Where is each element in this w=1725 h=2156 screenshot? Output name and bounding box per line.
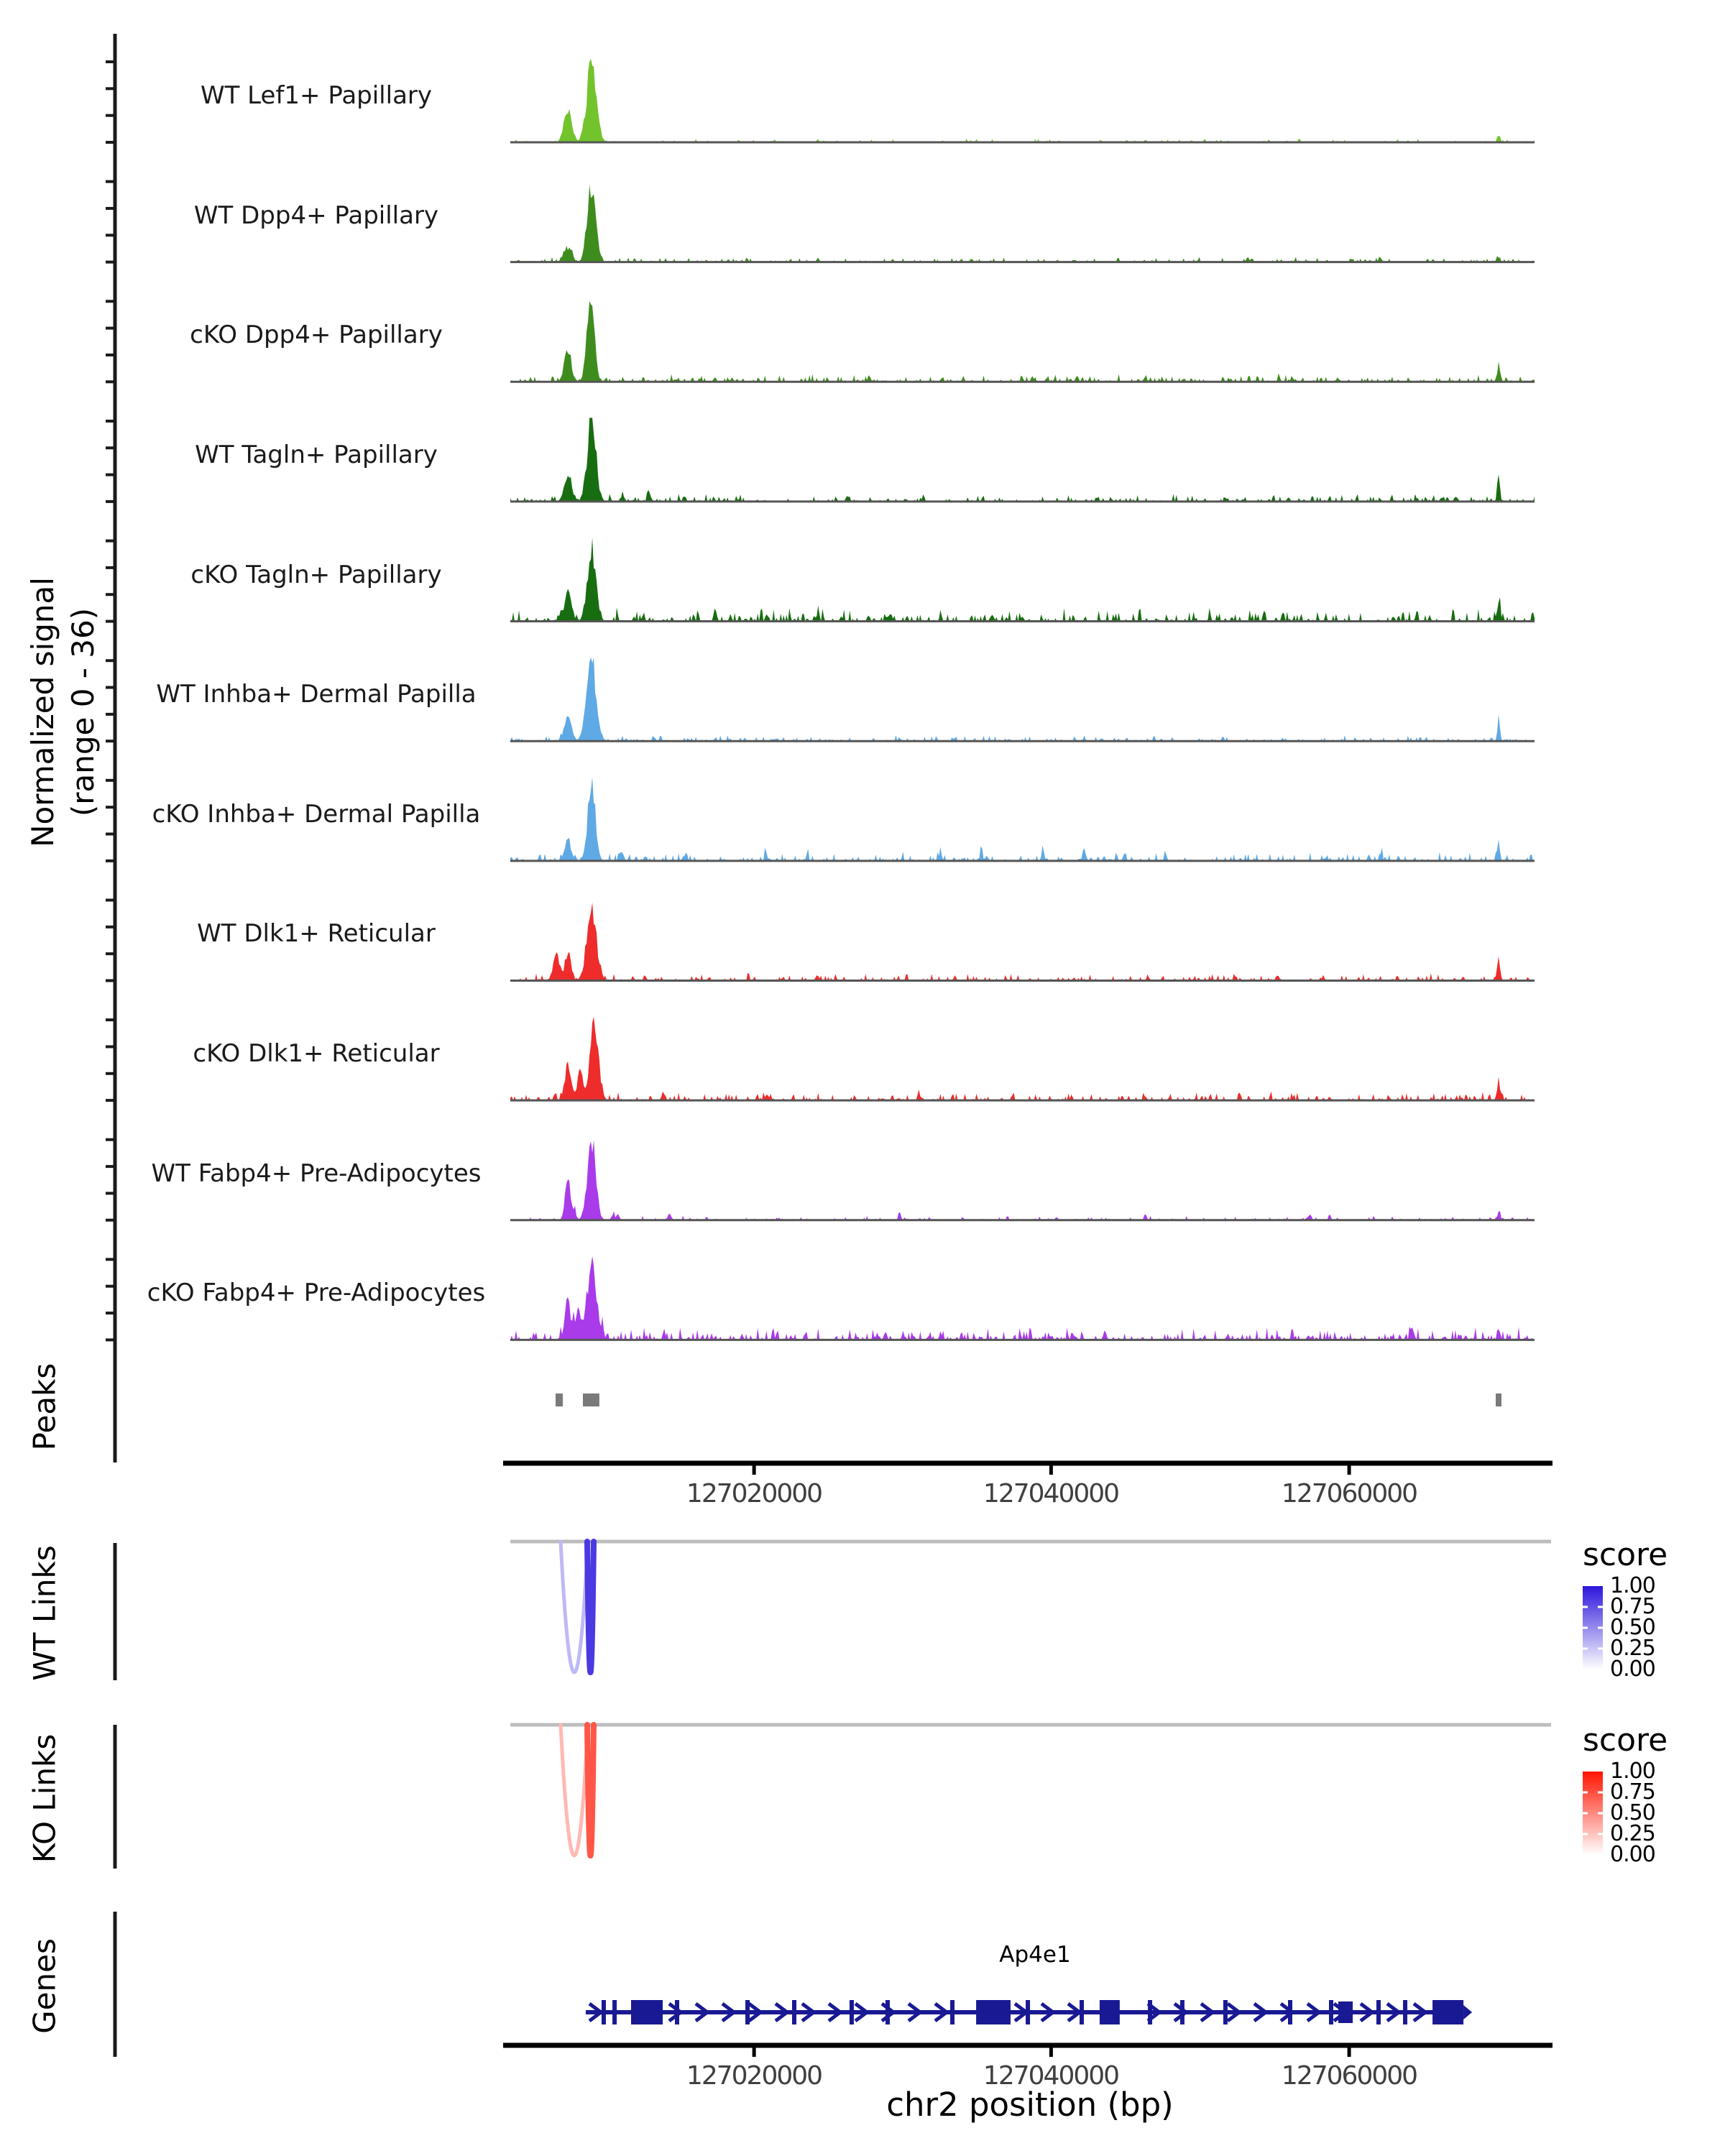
genomic-tick-label: 127060000: [1281, 1479, 1417, 1508]
exon-large: [631, 2000, 663, 2024]
legend-notch: [1598, 1627, 1603, 1629]
legend-notch: [1583, 1833, 1588, 1835]
exon-tick: [1223, 2000, 1228, 2024]
coverage-area-7: [510, 903, 1535, 981]
genomic-tick-label: 127040000: [983, 1479, 1119, 1508]
coverage-area-9: [510, 1140, 1535, 1220]
track-label-6: cKO Inhba+ Dermal Papilla: [152, 800, 481, 829]
exon-tick: [850, 2000, 854, 2024]
exon-tick: [612, 2000, 617, 2024]
exon-tick: [675, 2000, 679, 2024]
track-label-4: cKO Tagln+ Papillary: [190, 561, 442, 589]
y-axis-label: [23, 497, 104, 928]
genomic-tick-label: 127060000: [1281, 2061, 1417, 2091]
wt-links-score-legend-title: score: [1583, 1537, 1668, 1573]
genomic-tick-label: 127020000: [686, 2061, 822, 2091]
score-legend-label: 1.00: [1610, 1759, 1655, 1784]
legend-notch: [1583, 1792, 1588, 1794]
coverage-area-10: [510, 1256, 1535, 1340]
exon-tick: [1329, 2000, 1333, 2024]
exon-tick: [1080, 2000, 1084, 2024]
exon-large: [1100, 2000, 1120, 2024]
genomic-tick-label: 127040000: [983, 2061, 1119, 2091]
coverage-area-6: [510, 777, 1535, 860]
legend-notch: [1598, 1792, 1603, 1794]
wt-links-track-label: WT Links: [27, 1545, 63, 1681]
coverage-area-3: [510, 418, 1535, 502]
exon-tick: [792, 2000, 796, 2024]
legend-notch: [1583, 1648, 1588, 1650]
score-legend-label: 0.25: [1610, 1821, 1655, 1846]
score-legend-label: 0.25: [1610, 1636, 1655, 1661]
peak-box: [1496, 1393, 1501, 1406]
track-label-0: WT Lef1+ Papillary: [200, 81, 433, 110]
coverage-area-5: [510, 658, 1535, 741]
peak-box: [556, 1393, 563, 1406]
score-legend-label: 0.00: [1610, 1657, 1655, 1682]
exon-tick: [1403, 2000, 1407, 2024]
peak-box: [583, 1393, 599, 1406]
score-legend-label: 0.50: [1610, 1615, 1655, 1640]
score-legend-label: 0.50: [1610, 1800, 1655, 1825]
legend-notch: [1583, 1627, 1588, 1629]
exon-tick: [1180, 2000, 1184, 2024]
peaks-track-label: Peaks: [27, 1363, 63, 1451]
track-label-10: cKO Fabp4+ Pre-Adipocytes: [147, 1279, 486, 1307]
exon-tick: [1376, 2000, 1381, 2024]
track-label-2: cKO Dpp4+ Papillary: [190, 321, 443, 349]
score-legend-label: 0.00: [1610, 1842, 1655, 1867]
x-axis-title: chr2 position (bp): [886, 2086, 1174, 2124]
coverage-area-8: [510, 1017, 1535, 1101]
exon-tick: [1148, 2000, 1152, 2024]
coverage-area-1: [510, 185, 1535, 262]
exon-tick: [745, 2000, 750, 2024]
link-arc: [587, 1542, 594, 1672]
coverage-area-4: [510, 538, 1535, 622]
gene-name-label: Ap4e1: [999, 1942, 1071, 1968]
track-label-8: cKO Dlk1+ Reticular: [193, 1039, 440, 1068]
genomic-tick-label: 127020000: [686, 1479, 822, 1508]
gene-end-tip: [1463, 2005, 1472, 2019]
exon-tick: [950, 2000, 954, 2024]
exon-large: [1432, 2000, 1463, 2024]
legend-notch: [1598, 1812, 1603, 1815]
y-axis-label-line1: Normalized signal: [25, 577, 60, 847]
coverage-area-0: [510, 59, 1535, 142]
legend-notch: [1598, 1648, 1603, 1650]
exon-tick: [886, 2000, 890, 2024]
y-axis-label-line2: (range 0 - 36): [65, 607, 101, 817]
coverage-area-2: [510, 301, 1535, 382]
track-label-1: WT Dpp4+ Papillary: [193, 201, 439, 230]
exon-tick: [602, 2000, 606, 2024]
legend-notch: [1598, 1833, 1603, 1835]
track-label-7: WT Dlk1+ Reticular: [197, 919, 436, 948]
exon-tick: [1026, 2000, 1030, 2024]
ko-links-score-legend-title: score: [1583, 1722, 1668, 1759]
track-label-3: WT Tagln+ Papillary: [195, 441, 438, 469]
score-legend-label: 0.75: [1610, 1779, 1655, 1805]
link-arc: [561, 1542, 588, 1672]
score-legend-label: 0.75: [1610, 1594, 1655, 1619]
legend-notch: [1598, 1606, 1603, 1608]
exon-tick: [1288, 2000, 1292, 2024]
legend-notch: [1583, 1606, 1588, 1608]
legend-notch: [1583, 1812, 1588, 1815]
score-legend-label: 1.00: [1610, 1573, 1655, 1598]
link-arc: [587, 1725, 594, 1856]
exon-medium: [1338, 2001, 1353, 2023]
link-arc: [561, 1725, 588, 1856]
genes-track-label: Genes: [27, 1938, 63, 2034]
exon-large: [976, 2000, 1011, 2024]
ko-links-track-label: KO Links: [27, 1733, 63, 1864]
track-label-5: WT Inhba+ Dermal Papilla: [156, 680, 477, 709]
track-label-9: WT Fabp4+ Pre-Adipocytes: [151, 1159, 482, 1188]
